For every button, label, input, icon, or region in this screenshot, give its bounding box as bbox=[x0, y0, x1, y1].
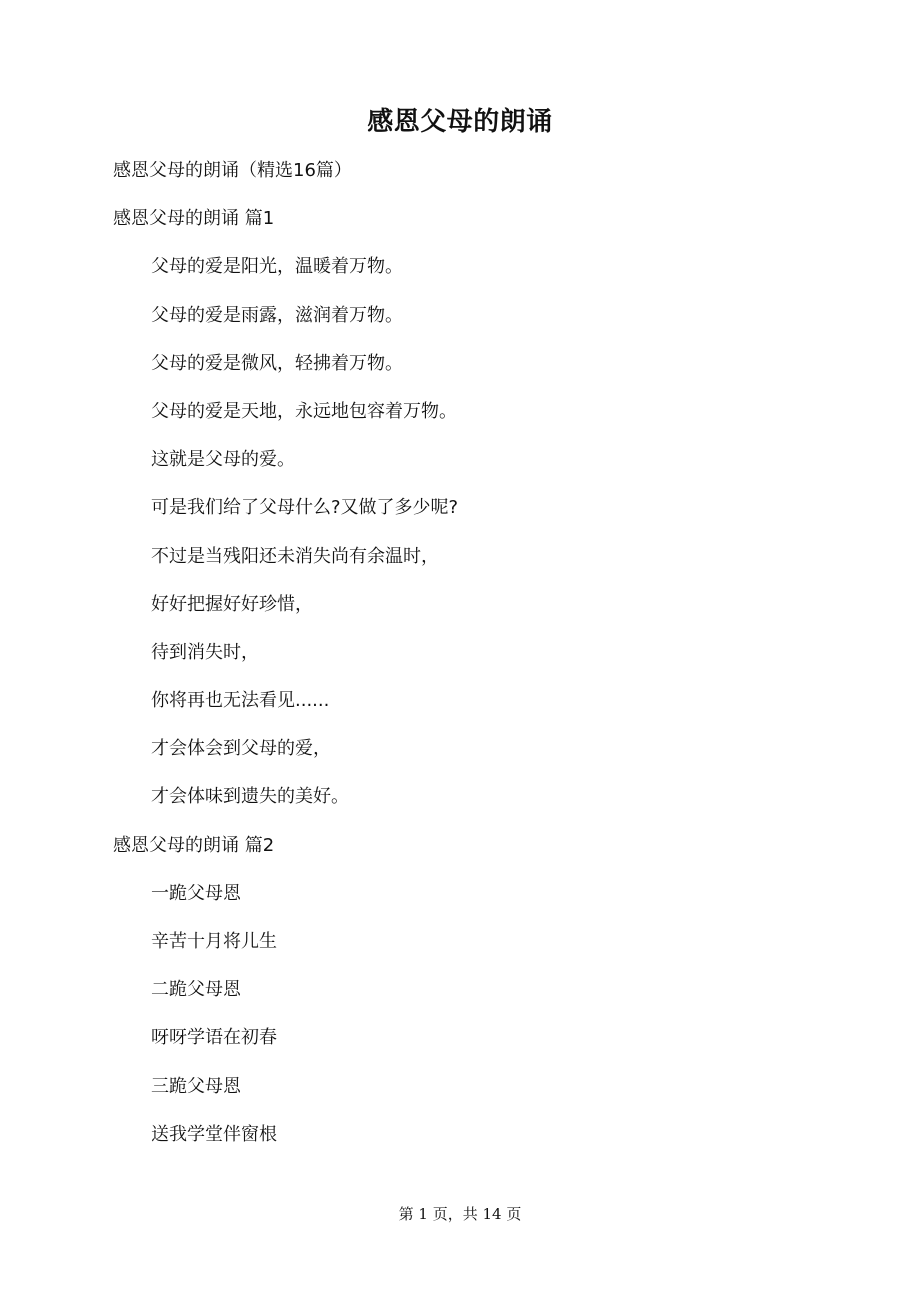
poem-line: 送我学堂伴窗根 bbox=[151, 1123, 277, 1145]
poem-line: 一跪父母恩 bbox=[151, 882, 241, 904]
document-title: 感恩父母的朗诵 bbox=[367, 107, 553, 137]
poem-line: 父母的爱是微风，轻拂着万物。 bbox=[151, 352, 403, 374]
poem-line: 父母的爱是雨露，滋润着万物。 bbox=[151, 304, 403, 326]
poem-line: 不过是当残阳还未消失尚有余温时， bbox=[151, 545, 439, 567]
document-body bbox=[113, 155, 813, 1167]
text-line: 感恩父母的朗诵（精选16篇） bbox=[113, 160, 352, 181]
section-heading: 感恩父母的朗诵 篇2 bbox=[113, 834, 275, 856]
poem-line: 才会体会到父母的爱， bbox=[151, 738, 331, 760]
poem-line: 待到消失时， bbox=[151, 641, 259, 663]
poem-line: 可是我们给了父母什么?又做了多少呢? bbox=[151, 497, 459, 519]
poem-line: 辛苦十月将儿生 bbox=[151, 931, 277, 952]
poem-line: 呀呀学语在初春 bbox=[151, 1027, 277, 1049]
poem-line: 二跪父母恩 bbox=[151, 979, 241, 1001]
page-number-footer: 第 1 页，共 14 页 bbox=[398, 1205, 522, 1223]
poem-line: 好好把握好好珍惜， bbox=[151, 593, 313, 615]
poem-line: 这就是父母的爱。 bbox=[151, 449, 295, 471]
section-heading: 感恩父母的朗诵 篇1 bbox=[113, 208, 275, 230]
poem-line: 父母的爱是天地，永远地包容着万物。 bbox=[151, 400, 457, 422]
poem-line: 父母的爱是阳光，温暖着万物。 bbox=[151, 256, 403, 278]
poem-line: 才会体味到遗失的美好。 bbox=[151, 786, 349, 808]
poem-line: 你将再也无法看见...... bbox=[151, 690, 330, 712]
poem-line: 三跪父母恩 bbox=[151, 1075, 241, 1097]
